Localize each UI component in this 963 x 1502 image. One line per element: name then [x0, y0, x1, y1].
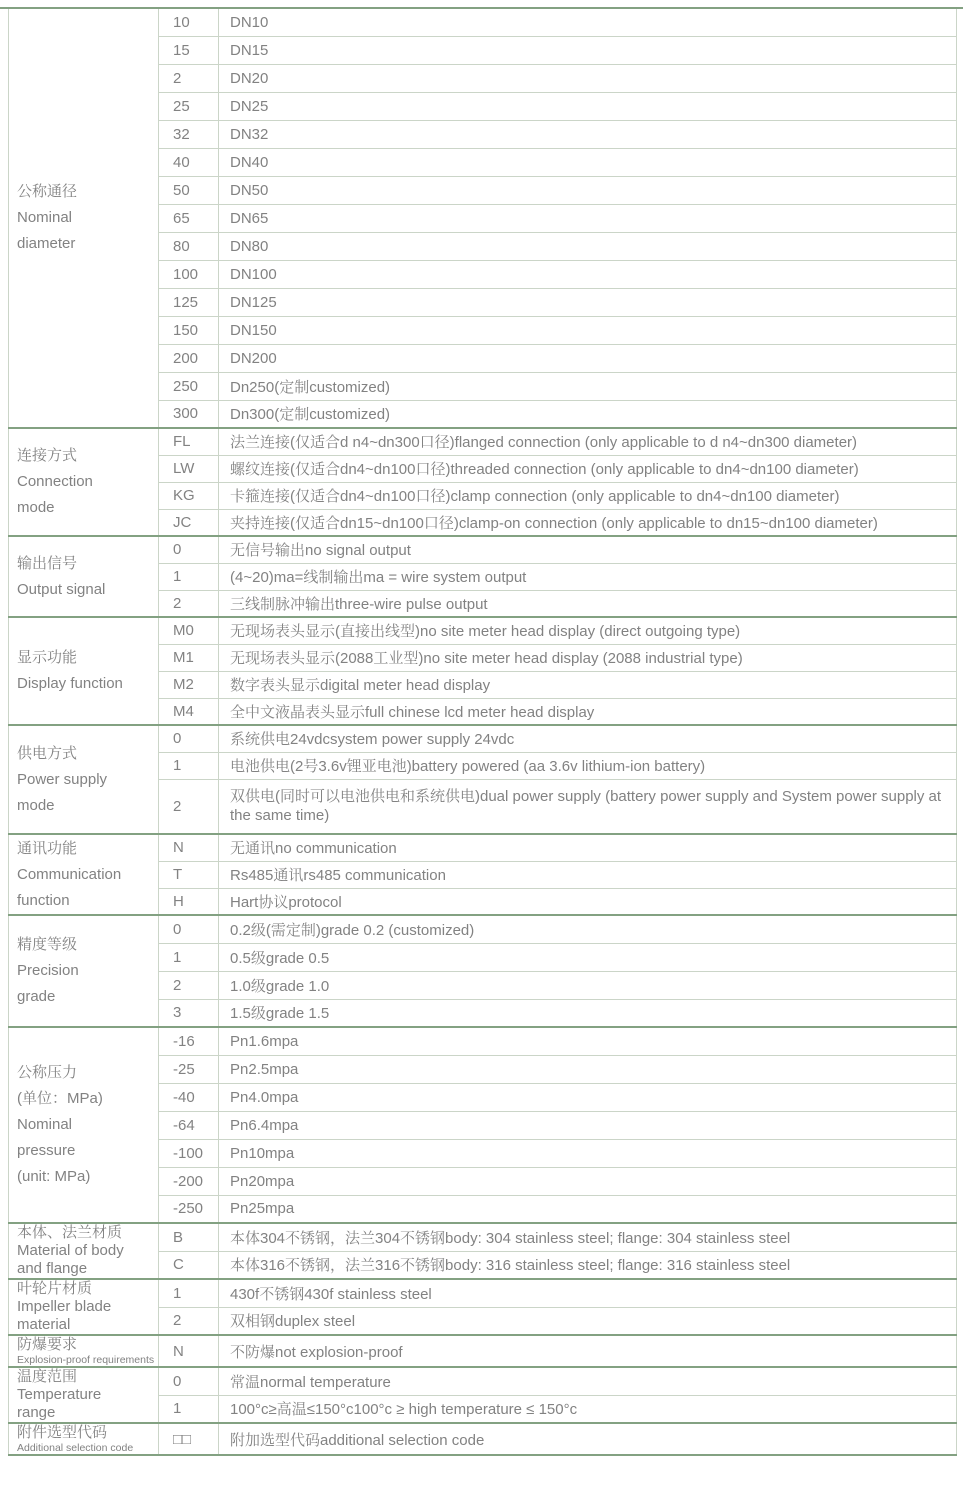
description-cell: 全中文液晶表头显示full chinese lcd meter head display [219, 698, 957, 725]
code-cell: □□ [159, 1423, 219, 1455]
description-cell: 螺纹连接(仅适合dn4~dn100口径)threaded connection (only applicable to dn4~dn100 diameter) [219, 455, 957, 482]
section-impeller-blade-material [9, 1279, 957, 1335]
description-cell: 附加选型代码additional selection code [219, 1423, 957, 1455]
description-cell: 双供电(同时可以电池供电和系统供电)dual power supply (battery power supply and System power supply at the same time) [219, 779, 957, 834]
code-cell: 40 [159, 148, 219, 176]
code-cell: 80 [159, 232, 219, 260]
category-label-line: Material of body [17, 1242, 124, 1259]
category-label-line: Nominal [17, 209, 73, 226]
code-cell: 50 [159, 176, 219, 204]
category-label-line: 叶轮片材质 [17, 1280, 93, 1297]
category-label-line: Precision [17, 962, 79, 979]
description-cell: 卡箍连接(仅适合dn4~dn100口径)clamp connection (only applicable to dn4~dn100 diameter) [219, 482, 957, 509]
code-cell: H [159, 888, 219, 915]
category-label-line: 防爆要求 [17, 1336, 78, 1353]
code-cell: -25 [159, 1055, 219, 1083]
code-cell: 25 [159, 92, 219, 120]
code-cell: M2 [159, 671, 219, 698]
description-cell: 0.2级(需定制)grade 0.2 (customized) [219, 915, 957, 943]
table-row [9, 536, 957, 563]
code-cell: -64 [159, 1111, 219, 1139]
category-label-line: Power supply [17, 770, 108, 788]
category-label-line: range [17, 1404, 56, 1421]
category-label-line: grade [17, 988, 56, 1005]
description-cell: 常温normal temperature [219, 1367, 957, 1395]
category-label-line: 供电方式 [17, 744, 78, 762]
category-label-line: function [17, 891, 70, 909]
category-label-line: 温度范围 [17, 1368, 78, 1385]
description-cell: Pn10mpa [219, 1139, 957, 1167]
category-temperature-range [9, 1367, 159, 1423]
code-cell: 3 [159, 999, 219, 1027]
category-label-line: Nominal [17, 1116, 73, 1133]
description-cell: 本体304不锈钢，法兰304不锈钢body: 304 stainless steel; flange: 304 stainless steel [219, 1223, 957, 1251]
code-cell: 0 [159, 536, 219, 563]
description-cell: Dn300(定制customized) [219, 400, 957, 428]
description-cell: Pn2.5mpa [219, 1055, 957, 1083]
code-cell: C [159, 1251, 219, 1279]
code-cell: N [159, 1335, 219, 1367]
code-cell: 250 [159, 372, 219, 400]
code-cell: 125 [159, 288, 219, 316]
code-cell: 200 [159, 344, 219, 372]
section-connection-mode [9, 428, 957, 536]
description-cell: 法兰连接(仅适合d n4~dn300口径)flanged connection (only applicable to d n4~dn300 diameter) [219, 428, 957, 455]
description-cell: 双相钢duplex steel [219, 1307, 957, 1335]
description-cell: DN20 [219, 64, 957, 92]
code-cell: 1 [159, 563, 219, 590]
table-row [9, 1223, 957, 1251]
section-display-function [9, 617, 957, 725]
description-cell: DN80 [219, 232, 957, 260]
code-cell: 2 [159, 971, 219, 999]
code-cell: 65 [159, 204, 219, 232]
description-cell: 系统供电24vdcsystem power supply 24vdc [219, 725, 957, 752]
description-cell: DN10 [219, 8, 957, 36]
category-label-line: (单位：MPa) [17, 1090, 103, 1107]
category-label-line: 显示功能 [17, 649, 78, 666]
description-cell: DN25 [219, 92, 957, 120]
description-cell: DN200 [219, 344, 957, 372]
category-label-line: mode [17, 499, 55, 516]
table-row [9, 617, 957, 644]
category-label-line: and flange [17, 1260, 88, 1277]
code-cell: 32 [159, 120, 219, 148]
category-label-line: pressure [17, 1142, 76, 1159]
code-cell: 100 [159, 260, 219, 288]
category-label-line: Display function [17, 675, 123, 692]
table-row [9, 834, 957, 861]
description-cell: 夹持连接(仅适合dn15~dn100口径)clamp-on connection (only applicable to dn15~dn100 diameter) [219, 509, 957, 536]
code-cell: 2 [159, 779, 219, 834]
description-cell: DN15 [219, 36, 957, 64]
category-impeller-blade-material [9, 1279, 159, 1335]
category-label-line: Connection [17, 473, 93, 490]
description-cell: (4~20)ma=线制输出ma = wire system output [219, 563, 957, 590]
table-row [9, 915, 957, 943]
code-cell: 0 [159, 1367, 219, 1395]
category-label-line: 本体、法兰材质 [17, 1224, 123, 1241]
code-cell: 2 [159, 64, 219, 92]
code-cell: 1 [159, 752, 219, 779]
section-precision-grade [9, 915, 957, 1027]
category-explosion-proof [9, 1335, 159, 1367]
category-display-function [9, 617, 159, 725]
category-precision-grade [9, 915, 159, 1027]
description-cell: DN100 [219, 260, 957, 288]
category-label-line: Impeller blade [17, 1298, 112, 1315]
category-label-line: diameter [17, 235, 76, 252]
code-cell: M1 [159, 644, 219, 671]
description-cell: 电池供电(2号3.6v锂亚电池)battery powered (aa 3.6v lithium-ion battery) [219, 752, 957, 779]
description-cell: 不防爆not explosion-proof [219, 1335, 957, 1367]
section-body-flange-material [9, 1223, 957, 1279]
description-cell: 无通讯no communication [219, 834, 957, 861]
code-cell: -100 [159, 1139, 219, 1167]
code-cell: -40 [159, 1083, 219, 1111]
description-cell: 三线制脉冲输出three-wire pulse output [219, 590, 957, 617]
category-additional-selection-code [9, 1423, 159, 1455]
description-cell: 无现场表头显示(2088工业型)no site meter head display (2088 industrial type) [219, 644, 957, 671]
description-cell: 数字表头显示digital meter head display [219, 671, 957, 698]
section-nominal-diameter [9, 8, 957, 428]
table-row [9, 1367, 957, 1395]
category-label-line: (unit: MPa) [17, 1168, 91, 1185]
description-cell: DN32 [219, 120, 957, 148]
description-cell: 无现场表头显示(直接出线型)no site meter head display (direct outgoing type) [219, 617, 957, 644]
code-cell: 1 [159, 1279, 219, 1307]
code-cell: 2 [159, 590, 219, 617]
category-connection-mode [9, 428, 159, 536]
section-additional-selection-code [9, 1423, 957, 1455]
category-power-supply-mode [9, 725, 159, 834]
description-cell: 430f不锈钢430f stainless steel [219, 1279, 957, 1307]
code-cell: -250 [159, 1195, 219, 1223]
code-cell: 10 [159, 8, 219, 36]
section-communication-function [9, 834, 957, 915]
description-cell: DN65 [219, 204, 957, 232]
description-cell: DN150 [219, 316, 957, 344]
section-nominal-pressure [9, 1027, 957, 1223]
description-cell: Dn250(定制customized) [219, 372, 957, 400]
description-cell: 1.5级grade 1.5 [219, 999, 957, 1027]
category-label-line: 输出信号 [17, 554, 78, 572]
category-body-flange-material [9, 1223, 159, 1279]
code-cell: FL [159, 428, 219, 455]
code-cell: 15 [159, 36, 219, 64]
category-nominal-diameter [9, 8, 159, 428]
section-temperature-range [9, 1367, 957, 1423]
description-cell: 1.0级grade 1.0 [219, 971, 957, 999]
description-cell: 无信号输出no signal output [219, 536, 957, 563]
table-row [9, 8, 957, 36]
category-label-line: Output signal [17, 580, 106, 598]
category-output-signal [9, 536, 159, 617]
description-cell: Pn4.0mpa [219, 1083, 957, 1111]
section-output-signal [9, 536, 957, 617]
description-cell: Pn6.4mpa [219, 1111, 957, 1139]
code-cell: -16 [159, 1027, 219, 1055]
code-cell: 2 [159, 1307, 219, 1335]
category-label-line: Communication [17, 865, 122, 883]
category-label-line: material [17, 1316, 71, 1333]
code-cell: N [159, 834, 219, 861]
section-explosion-proof [9, 1335, 957, 1367]
description-cell: 0.5级grade 0.5 [219, 943, 957, 971]
category-label-line: Additional selection code [17, 1442, 134, 1454]
table-row [9, 1027, 957, 1055]
description-cell: DN125 [219, 288, 957, 316]
description-cell: Pn1.6mpa [219, 1027, 957, 1055]
description-cell: 100°c≥高温≤150°c100°c ≥ high temperature ≤ 150°c [219, 1395, 957, 1423]
code-cell: M0 [159, 617, 219, 644]
code-cell: 300 [159, 400, 219, 428]
description-cell: 本体316不锈钢，法兰316不锈钢body: 316 stainless steel; flange: 316 stainless steel [219, 1251, 957, 1279]
category-communication-function [9, 834, 159, 915]
description-cell: DN50 [219, 176, 957, 204]
selection-code-table [8, 7, 957, 1456]
code-cell: LW [159, 455, 219, 482]
category-label-line: 连接方式 [17, 447, 78, 464]
code-cell: JC [159, 509, 219, 536]
code-cell: KG [159, 482, 219, 509]
description-cell: Rs485通讯rs485 communication [219, 861, 957, 888]
table-row [9, 725, 957, 752]
code-cell: M4 [159, 698, 219, 725]
table-row [9, 428, 957, 455]
code-cell: 1 [159, 943, 219, 971]
description-cell: DN40 [219, 148, 957, 176]
category-label-line: 精度等级 [17, 936, 78, 953]
code-cell: T [159, 861, 219, 888]
section-power-supply-mode [9, 725, 957, 834]
table-row [9, 1279, 957, 1307]
table-row [9, 1423, 957, 1455]
description-cell: Pn20mpa [219, 1167, 957, 1195]
code-cell: 0 [159, 915, 219, 943]
description-cell: Hart协议protocol [219, 888, 957, 915]
category-label-line: mode [17, 796, 55, 814]
code-cell: 0 [159, 725, 219, 752]
code-cell: -200 [159, 1167, 219, 1195]
code-cell: 150 [159, 316, 219, 344]
code-cell: 1 [159, 1395, 219, 1423]
category-label-line: 附件选型代码 [17, 1424, 108, 1441]
code-cell: B [159, 1223, 219, 1251]
category-label-line: 公称压力 [17, 1064, 78, 1081]
category-label-line: Temperature [17, 1386, 102, 1403]
category-label-line: 通讯功能 [17, 839, 78, 857]
description-cell: Pn25mpa [219, 1195, 957, 1223]
table-row [9, 1335, 957, 1367]
category-label-line: Explosion-proof requirements [17, 1354, 155, 1366]
category-label-line: 公称通径 [17, 183, 78, 200]
category-nominal-pressure [9, 1027, 159, 1223]
